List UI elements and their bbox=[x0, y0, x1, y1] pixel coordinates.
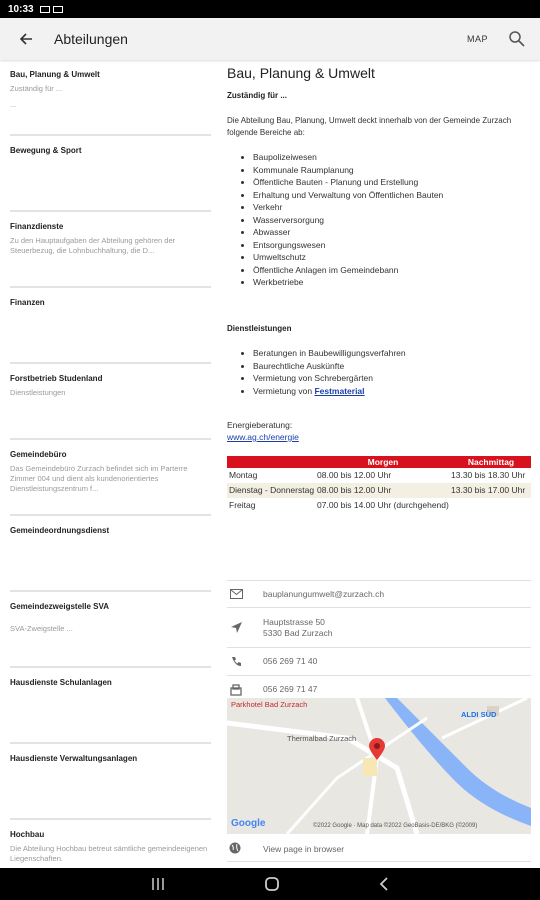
detail-subtitle: Zuständig für ... bbox=[227, 91, 287, 100]
map-label-hotel: Parkhotel Bad Zurzach bbox=[231, 700, 308, 709]
table-cell: Freitag bbox=[229, 500, 256, 510]
department-list bbox=[0, 60, 218, 868]
department-item[interactable] bbox=[10, 668, 211, 744]
areas-list bbox=[253, 151, 443, 289]
department-extra: SVA-Zweigstelle ... bbox=[10, 624, 73, 633]
list-item: • Werkbetriebe bbox=[253, 276, 443, 289]
google-logo: Google bbox=[231, 818, 266, 829]
home-icon[interactable] bbox=[265, 877, 279, 891]
address-text bbox=[263, 617, 332, 639]
navigation-icon bbox=[229, 621, 243, 635]
list-item: • Öffentliche Anlagen im Gemeindebann bbox=[253, 264, 443, 277]
festmaterial-link[interactable]: Festmaterial bbox=[314, 385, 365, 396]
list-item bbox=[253, 385, 406, 398]
department-item[interactable] bbox=[10, 592, 211, 668]
department-description: Die Abteilung Hochbau betreut sämtliche gemeindeeigenen Liegenschaften. bbox=[10, 844, 208, 863]
view-in-browser-row[interactable] bbox=[227, 836, 531, 862]
table-cell: Montag bbox=[229, 470, 258, 480]
phone-row[interactable] bbox=[227, 648, 531, 676]
table-cell: Dienstag - Donnerstag bbox=[227, 483, 315, 498]
department-item[interactable] bbox=[10, 440, 211, 516]
email-icon bbox=[229, 587, 243, 601]
department-name: Finanzdienste bbox=[10, 222, 64, 231]
department-name: Finanzen bbox=[10, 298, 45, 307]
department-name: Hausdienste Verwaltungsanlagen bbox=[10, 754, 138, 763]
address-row[interactable] bbox=[227, 608, 531, 648]
detail-title: Bau, Planung & Umwelt bbox=[227, 65, 375, 81]
back-nav-icon[interactable] bbox=[379, 877, 389, 891]
table-cell: 07.00 bis 14.00 Uhr (durchgehend) bbox=[317, 500, 449, 510]
email-row[interactable] bbox=[227, 580, 531, 608]
department-name: Gemeindezweigstelle SVA bbox=[10, 602, 109, 611]
department-item[interactable] bbox=[10, 364, 211, 440]
department-name: Bewegung & Sport bbox=[10, 146, 82, 155]
app-bar bbox=[0, 18, 540, 60]
department-name: Gemeindeordnungsdienst bbox=[10, 526, 110, 535]
list-item: • Baurechtliche Auskünfte bbox=[253, 360, 406, 373]
globe-icon bbox=[229, 842, 243, 856]
department-item[interactable] bbox=[10, 136, 211, 212]
department-item[interactable] bbox=[10, 820, 211, 868]
department-item[interactable] bbox=[10, 212, 211, 288]
list-item: • Wasserversorgung bbox=[253, 214, 443, 227]
list-item: • Verkehr bbox=[253, 201, 443, 214]
phone-text: 056 269 71 40 bbox=[263, 656, 318, 666]
fax-icon bbox=[229, 683, 243, 697]
department-item[interactable] bbox=[10, 60, 211, 136]
search-icon[interactable] bbox=[508, 30, 526, 48]
back-button[interactable] bbox=[16, 29, 36, 49]
status-time: 10:33 bbox=[8, 3, 34, 15]
map-label-thermal: Thermalbad Zurzach bbox=[287, 734, 357, 743]
detail-intro: Die Abteilung Bau, Planung, Umwelt deckt innerhalb von der Gemeinde Zurzach folgende Bereiche ab: bbox=[227, 116, 512, 137]
list-item: • Baupolizeiwesen bbox=[253, 151, 443, 164]
address-line-2: 5330 Bad Zurzach bbox=[263, 627, 333, 638]
rental-prefix: Vermietung von bbox=[253, 385, 315, 396]
department-name: Gemeindebüro bbox=[10, 450, 67, 459]
table-cell: 08.00 bis 12.00 Uhr bbox=[315, 483, 449, 498]
table-cell: 13.30 bis 18.30 Uhr bbox=[451, 470, 526, 480]
department-name: Bau, Planung & Umwelt bbox=[10, 70, 100, 79]
table-row bbox=[227, 483, 531, 498]
table-header bbox=[227, 456, 315, 468]
list-item: • Umweltschutz bbox=[253, 251, 443, 264]
notification-icon bbox=[40, 6, 50, 13]
table-cell bbox=[449, 498, 531, 513]
list-item: • Öffentliche Bauten - Planung und Erstellung bbox=[253, 176, 443, 189]
table-header-row bbox=[227, 456, 531, 468]
table-header: Nachmittag bbox=[449, 456, 531, 468]
page-title: Abteilungen bbox=[54, 31, 128, 47]
department-name: Forstbetrieb Studenland bbox=[10, 374, 103, 383]
phone-icon bbox=[229, 655, 243, 669]
energy-label: Energieberatung: bbox=[227, 420, 293, 430]
department-item[interactable] bbox=[10, 744, 211, 820]
department-name: Hochbau bbox=[10, 830, 45, 839]
system-navigation-bar bbox=[0, 868, 540, 900]
opening-hours-table bbox=[227, 456, 531, 513]
energy-link[interactable]: www.ag.ch/energie bbox=[227, 432, 299, 442]
table-row bbox=[227, 468, 531, 483]
department-description: Zu den Hauptaufgaben der Abteilung gehören der Steuerbezug, die Lohnbuchhaltung, die D... bbox=[10, 236, 176, 255]
table-cell: 13.30 bis 17.00 Uhr bbox=[449, 483, 531, 498]
map-label-aldi: ALDI SÜD bbox=[461, 710, 497, 719]
arrow-back-icon bbox=[19, 32, 33, 46]
fax-text: 056 269 71 47 bbox=[263, 684, 318, 694]
view-in-browser-text: View page in browser bbox=[263, 843, 345, 854]
services-title: Dienstleistungen bbox=[227, 324, 292, 333]
department-item[interactable] bbox=[10, 288, 211, 364]
map-pin-icon[interactable] bbox=[369, 738, 385, 760]
department-item[interactable] bbox=[10, 516, 211, 592]
map-button[interactable]: MAP bbox=[466, 34, 488, 44]
department-description: Zuständig für ... bbox=[10, 84, 63, 93]
department-extra: ... bbox=[10, 100, 17, 109]
table-cell: 08.00 bis 12.00 Uhr bbox=[317, 470, 392, 480]
map-view[interactable] bbox=[227, 698, 531, 834]
image-notification-icon bbox=[53, 6, 63, 13]
table-row bbox=[227, 498, 531, 513]
status-bar bbox=[0, 0, 540, 18]
department-description: Dienstleistungen bbox=[10, 388, 66, 397]
department-detail bbox=[227, 60, 531, 868]
contact-list bbox=[227, 580, 531, 704]
address-line-1: Hauptstrasse 50 bbox=[263, 616, 325, 627]
list-item: • Erhaltung und Verwaltung von Öffentlichen Bauten bbox=[253, 189, 443, 202]
list-item: • Abwasser bbox=[253, 226, 443, 239]
department-name: Hausdienste Schulanlagen bbox=[10, 678, 112, 687]
department-description: Das Gemeindebüro Zurzach befindet sich im Parterre Zimmer 004 und dient als kundenorientiertes Dienstleistungszentrum f... bbox=[10, 464, 188, 493]
list-item: • Vermietung von Schrebergärten bbox=[253, 372, 406, 385]
email-text: bauplanungumwelt@zurzach.ch bbox=[263, 588, 385, 599]
table-header: Morgen bbox=[315, 456, 449, 468]
services-list bbox=[253, 347, 406, 397]
map-attribution: ©2022 Google · Map data ©2022 GeoBasis-DE/BKG (©2009) bbox=[313, 823, 478, 829]
list-item: • Kommunale Raumplanung bbox=[253, 164, 443, 177]
list-item: • Beratungen in Baubewilligungsverfahren bbox=[253, 347, 406, 360]
list-item: • Entsorgungswesen bbox=[253, 239, 443, 252]
recent-apps-icon[interactable] bbox=[151, 878, 165, 890]
